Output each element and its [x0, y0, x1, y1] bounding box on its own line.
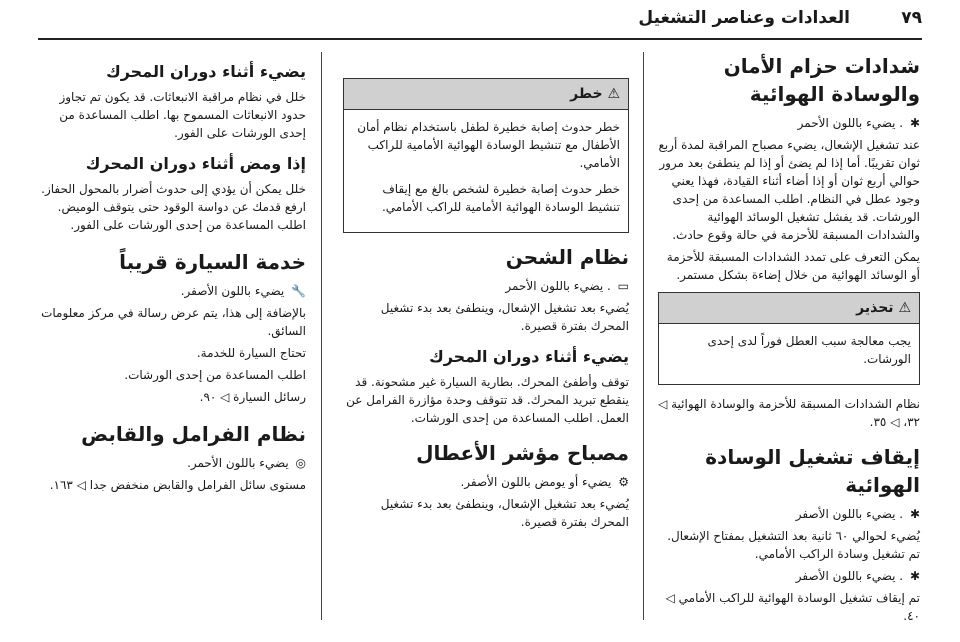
warning-box — [658, 292, 920, 385]
seated-person-airbag-icon: ✱ — [909, 116, 920, 130]
heading-service-soon: خدمة السيارة قريباً — [119, 250, 306, 274]
paragraph: يُضيء لحوالي ٦٠ ثانية بعد التشغيل بمفتاح الإشعال. تم تشغيل وسادة الراكب الأمامي. — [667, 529, 920, 561]
heading-malfunction-indicator: مصباح مؤشر الأعطال — [416, 441, 629, 465]
paragraph: بالإضافة إلى هذا، يتم عرض رسالة في مركز معلومات السائق. — [41, 306, 306, 338]
paragraph: يمكن التعرف على تمدد الشدادات المسبقة للأحزمة أو الوسائد الهوائية من خلال إضاءة بشكل مستمر. — [666, 250, 920, 282]
page-header — [0, 0, 960, 36]
left-column — [38, 52, 306, 498]
warning-box-body: يجب معالجة سبب العطل فوراً لدى إحدى الورشات. — [707, 334, 911, 366]
airbag-on-line: ✱ . يضيء باللون الأصفر — [795, 507, 920, 521]
column-divider-1 — [643, 52, 644, 620]
middle-column — [343, 52, 629, 535]
wrench-car-icon: 🔧 — [291, 284, 306, 298]
warning-box-header: ⚠ تحذير — [659, 293, 919, 324]
brake-circle-icon: ◎ — [295, 456, 306, 470]
paragraph: يُضيء بعد تشغيل الإشعال، وينطفئ بعد بدء تشغيل المحرك بفترة قصيرة. — [380, 301, 629, 333]
cross-reference: رسائل السيارة ◁ ٩٠. — [199, 390, 306, 404]
airbag-off-line: ✱ . يضيء باللون الأصفر — [795, 569, 920, 583]
engine-light-line: ⚙ يضيء أو يومض باللون الأصفر. — [460, 475, 629, 489]
paragraph: تحتاج السيارة للخدمة. — [196, 346, 306, 360]
right-column — [658, 52, 920, 629]
engine-check-icon: ⚙ — [618, 475, 629, 489]
airbag-off-icon: ✱ — [909, 569, 920, 583]
subheading-flashing: إذا ومض أثناء دوران المحرك — [85, 154, 306, 173]
paragraph: يُضيء بعد تشغيل الإشعال، وينطفئ بعد بدء تشغيل المحرك بفترة قصيرة. — [380, 497, 629, 529]
subheading-engine-running: يضيء أثناء دوران المحرك — [429, 347, 629, 366]
cross-reference: تم إيقاف تشغيل الوسادة الهوائية للراكب الأمامي ◁ ٤٠. — [665, 591, 920, 623]
paragraph: خلل في نظام مراقبة الانبعاثات. قد يكون تم تجاوز حدود الانبعاثات المسموح بها. اطلب المساعدة من إحدى الورشات على الفور. — [59, 90, 306, 140]
battery-light-line: ▭ . يضيء باللون الأحمر — [505, 279, 629, 293]
paragraph: اطلب المساعدة من إحدى الورشات. — [124, 368, 306, 382]
heading-charging-system: نظام الشحن — [505, 245, 629, 269]
airbag-light-line: ✱ . يضيء باللون الأحمر — [797, 116, 920, 130]
danger-box-header: ⚠ خطر — [344, 79, 628, 110]
airbag-on-icon: ✱ — [909, 507, 920, 521]
cross-reference: مستوى سائل الفرامل والقابض منخفض جدا ◁ ١٦٣. — [49, 478, 306, 492]
subheading-engine-running: يضيء أثناء دوران المحرك — [106, 62, 306, 81]
danger-box — [343, 78, 629, 233]
battery-icon: ▭ — [617, 279, 629, 293]
paragraph: عند تشغيل الإشعال، يضيء مصباح المراقبة لمدة أربع ثوان تقريبًا. أما إذا لم يضئ أو إذا لم ينطفئ بعد مرور حوالي أربع ثوان أو إذا أضاء أثناء القيادة، فهذا يعني وجود عطل في النظام. اطلب المساعدة من إحدى الورشات. قد يفشل تشغيل الوسائد الهوائية والشدادات المسبقة للأحزمة في حالة وقوع حادث. — [658, 138, 920, 242]
section-title: العدادات وعناصر التشغيل — [638, 8, 850, 28]
brake-light-line: ◎ يضيء باللون الأحمر. — [187, 456, 306, 470]
paragraph: خلل يمكن أن يؤدي إلى حدوث أضرار بالمحول الحفاز. ارفع قدمك عن دواسة الوقود حتى يتوقف الوميض. اطلب المساعدة من إحدى الورشات على الفور. — [41, 182, 306, 232]
heading-airbag-deactivation: إيقاف تشغيل الوسادة الهوائية — [705, 445, 920, 497]
warning-triangle-icon: ⚠ — [898, 300, 911, 316]
page-number: ٧٩ — [901, 8, 922, 28]
danger-box-body: خطر حدوث إصابة خطيرة لطفل باستخدام نظام أمان الأطفال مع تنشيط الوسادة الهوائية الأمامية للراكب الأمامي. خطر حدوث إصابة خطيرة لشخص بالغ مع إيقاف تنشيط الوسادة الهوائية الأمامية للراكب الأمامي. — [357, 120, 620, 214]
spacer — [658, 435, 920, 443]
heading-brake-clutch: نظام الفرامل والقابض — [81, 422, 306, 446]
column-divider-2 — [321, 52, 322, 620]
header-rule — [38, 38, 922, 40]
service-light-line: 🔧 يضيء باللون الأصفر. — [180, 284, 306, 298]
heading-seatbelt-airbag: شدادات حزام الأمان والوسادة الهوائية — [723, 54, 920, 106]
cross-reference: نظام الشدادات المسبقة للأحزمة والوسادة الهوائية ◁ ٣٢، ◁ ٣٥. — [658, 397, 920, 429]
warning-triangle-icon: ⚠ — [607, 86, 620, 102]
paragraph: توقف وأطفئ المحرك. بطارية السيارة غير مشحونة. قد ينقطع تبريد المحرك. قد تتوقف وحدة مؤازرة الفرامل عن العمل. اطلب المساعدة من إحدى الورشات. — [346, 375, 629, 425]
